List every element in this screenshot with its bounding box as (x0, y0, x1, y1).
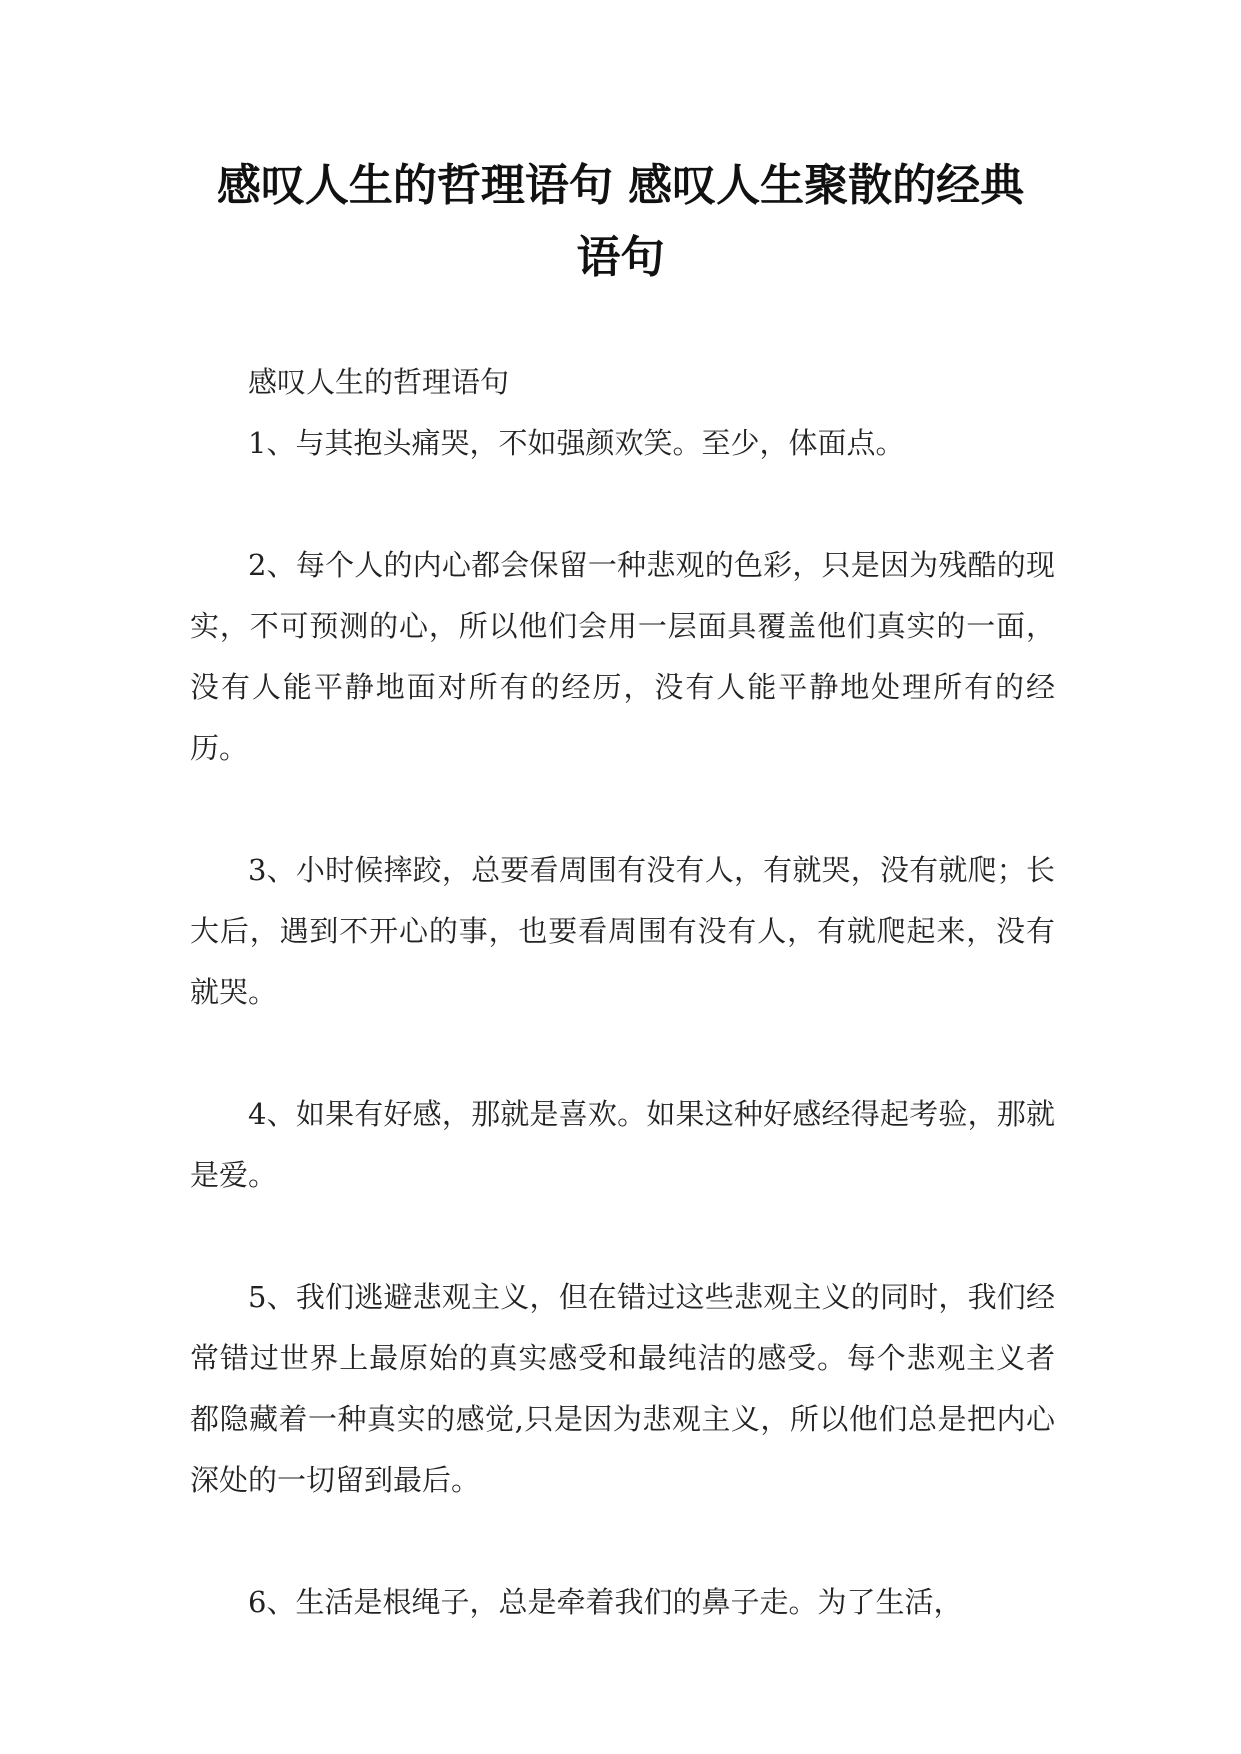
paragraph-5: 5、我们逃避悲观主义，但在错过这些悲观主义的同时，我们经常错过世界上最原始的真实感受和最纯洁的感受。每个悲观主义者都隐藏着一种真实的感觉,只是因为悲观主义，所以他们总是把内心深处的一切留到最后。 (190, 1280, 1055, 1497)
paragraph-6: 6、生活是根绳子，总是牵着我们的鼻子走。为了生活， (248, 1585, 963, 1619)
document-title (185, 150, 1056, 294)
paragraph-2: 2、每个人的内心都会保留一种悲观的色彩，只是因为残酷的现实，不可预测的心，所以他们会用一层面具覆盖他们真实的一面，没有人能平静地面对所有的经历，没有人能平静地处理所有的经历。 (190, 548, 1055, 765)
paragraph-1: 1、与其抱头痛哭，不如强颜欢笑。至少，体面点。 (248, 426, 905, 460)
title-line-2: 语句 (576, 232, 665, 283)
paragraph-4: 4、如果有好感，那就是喜欢。如果这种好感经得起考验，那就是爱。 (190, 1097, 1055, 1192)
subheading: 感叹人生的哲理语句 (248, 365, 510, 399)
paragraph-3: 3、小时候摔跤，总要看周围有没有人，有就哭，没有就爬；长大后，遇到不开心的事，也要看周围有没有人，有就爬起来，没有就哭。 (190, 853, 1055, 1009)
title-line-1: 感叹人生的哲理语句 感叹人生聚散的经典 (216, 160, 1025, 211)
document-body (190, 352, 1055, 1633)
